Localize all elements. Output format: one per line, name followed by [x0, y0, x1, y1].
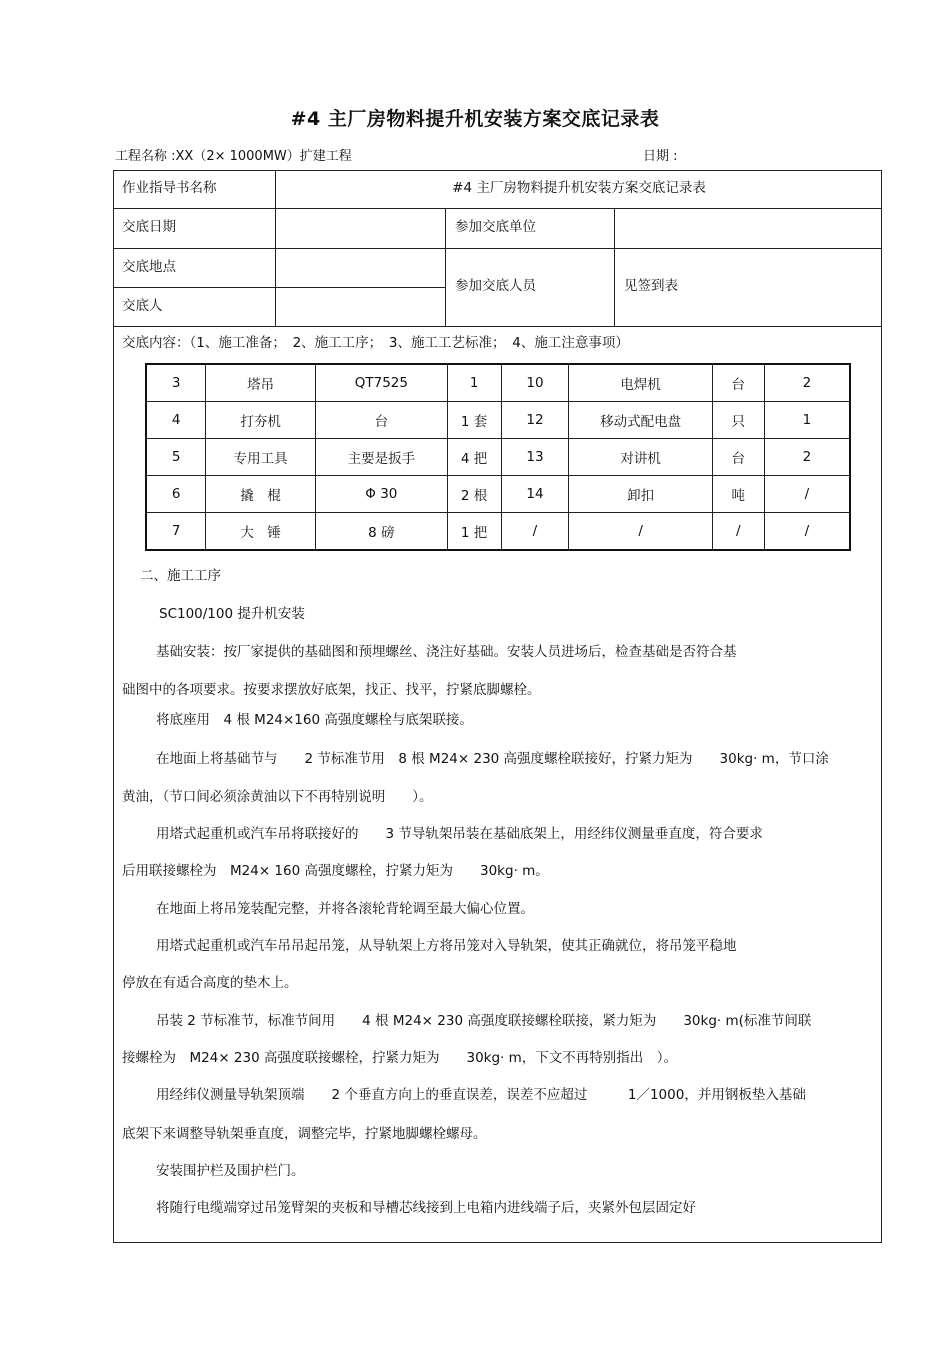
subheading: SC100/100 提升机安装: [159, 606, 305, 622]
table-cell: 3: [146, 364, 206, 402]
table-cell: Φ 30: [316, 476, 448, 513]
grid-line: [614, 208, 615, 326]
table-cell: 1 套: [447, 402, 501, 439]
paragraph: 用经纬仪测量导轨架顶端 2 个垂直方向上的垂直误差，误差不应超过 1／1000，并用钢板垫入基础: [156, 1087, 806, 1103]
grid-line: [113, 326, 882, 327]
table-cell: 专用工具: [206, 439, 316, 476]
location-label: 交底地点: [122, 259, 176, 275]
table-cell: 吨: [712, 476, 764, 513]
paragraph: 底架下来调整导轨架垂直度，调整完毕，拧紧地脚螺栓螺母。: [122, 1126, 487, 1142]
table-cell: 5: [146, 439, 206, 476]
table-cell: 7: [146, 513, 206, 551]
table-cell: 10: [501, 364, 569, 402]
table-cell: 电焊机: [569, 364, 713, 402]
table-row: [146, 476, 850, 513]
table-cell: 对讲机: [569, 439, 713, 476]
grid-line: [445, 208, 446, 326]
participants-value: 见签到表: [624, 278, 678, 294]
paragraph: 在地面上将吊笼装配完整，并将各滚轮背轮调至最大偏心位置。: [156, 901, 534, 917]
grid-line: [113, 208, 882, 209]
table-row: [146, 402, 850, 439]
person-label: 交底人: [122, 298, 163, 314]
paragraph: 础图中的各项要求。按要求摆放好底架，找正、找平，拧紧底脚螺栓。: [122, 682, 541, 698]
project-name: 工程名称 :XX（2× 1000MW）扩建工程: [115, 149, 352, 164]
guide-value: #4 主厂房物料提升机安装方案交底记录表: [452, 180, 706, 196]
table-cell: /: [764, 476, 850, 513]
table-row: [146, 439, 850, 476]
grid-line: [113, 287, 446, 288]
section-heading: 二、施工工序: [140, 568, 221, 584]
table-cell: 1: [764, 402, 850, 439]
participants-label: 参加交底人员: [455, 278, 536, 294]
table-cell: 2 根: [447, 476, 501, 513]
table-cell: /: [501, 513, 569, 551]
paragraph: 后用联接螺栓为 M24× 160 高强度螺栓，拧紧力矩为 30kg· m。: [122, 863, 549, 879]
paragraph: 在地面上将基础节与 2 节标准节用 8 根 M24× 230 高强度螺栓联接好，拧紧力矩为 30kg· m，节口涂: [156, 751, 829, 767]
table-cell: 台: [316, 402, 448, 439]
table-cell: 塔吊: [206, 364, 316, 402]
table-row: [146, 364, 850, 402]
table-row: [146, 513, 850, 551]
table-cell: 1 把: [447, 513, 501, 551]
date-label: 日期 :: [643, 149, 678, 164]
table-cell: 1: [447, 364, 501, 402]
paragraph: 停放在有适合高度的垫木上。: [122, 975, 298, 991]
table-cell: /: [764, 513, 850, 551]
table-cell: 只: [712, 402, 764, 439]
table-cell: 4 把: [447, 439, 501, 476]
content-label: 交底内容：（1、施工准备； 2、施工工序； 3、施工工艺标准； 4、施工注意事项）: [122, 335, 629, 351]
table-cell: /: [569, 513, 713, 551]
guide-label: 作业指导书名称: [122, 180, 217, 196]
unit-label: 参加交底单位: [455, 219, 536, 235]
table-cell: 2: [764, 439, 850, 476]
table-cell: 4: [146, 402, 206, 439]
table-cell: 主要是扳手: [316, 439, 448, 476]
table-cell: 6: [146, 476, 206, 513]
paragraph: 基础安装：按厂家提供的基础图和预埋螺丝、浇注好基础。安装人员进场后，检查基础是否符合基: [156, 644, 737, 660]
table-cell: 2: [764, 364, 850, 402]
paragraph: 安装围护栏及围护栏门。: [156, 1163, 305, 1179]
table-cell: 打夯机: [206, 402, 316, 439]
table-cell: 14: [501, 476, 569, 513]
table-cell: 台: [712, 439, 764, 476]
grid-line: [113, 248, 882, 249]
table-cell: 卸扣: [569, 476, 713, 513]
table-cell: 13: [501, 439, 569, 476]
paragraph: 将底座用 4 根 M24×160 高强度螺栓与底架联接。: [156, 712, 473, 728]
paragraph: 将随行电缆端穿过吊笼臂架的夹板和导槽芯线接到上电箱内进线端子后，夹紧外包层固定好: [156, 1200, 696, 1216]
table-cell: 撬 棍: [206, 476, 316, 513]
table-cell: 移动式配电盘: [569, 402, 713, 439]
table-cell: 台: [712, 364, 764, 402]
paragraph: 黄油，（节口间必须涂黄油以下不再特别说明 ）。: [122, 789, 433, 805]
page-title: #4 主厂房物料提升机安装方案交底记录表: [290, 108, 660, 130]
table-cell: QT7525: [316, 364, 448, 402]
equipment-table: [145, 363, 851, 551]
table-cell: 8 磅: [316, 513, 448, 551]
table-cell: 12: [501, 402, 569, 439]
paragraph: 吊装 2 节标准节，标准节间用 4 根 M24× 230 高强度联接螺栓联接，紧力矩为 30kg· m(标准节间联: [156, 1013, 812, 1029]
paragraph: 用塔式起重机或汽车吊吊起吊笼，从导轨架上方将吊笼对入导轨架，使其正确就位，将吊笼平稳地: [156, 938, 737, 954]
paragraph: 接螺栓为 M24× 230 高强度联接螺栓，拧紧力矩为 30kg· m，下文不再特别指出 ）。: [122, 1050, 678, 1066]
table-cell: /: [712, 513, 764, 551]
paragraph: 用塔式起重机或汽车吊将联接好的 3 节导轨架吊装在基础底架上，用经纬仪测量垂直度，符合要求: [156, 826, 763, 842]
table-cell: 大 锤: [206, 513, 316, 551]
date-row-label: 交底日期: [122, 219, 176, 235]
